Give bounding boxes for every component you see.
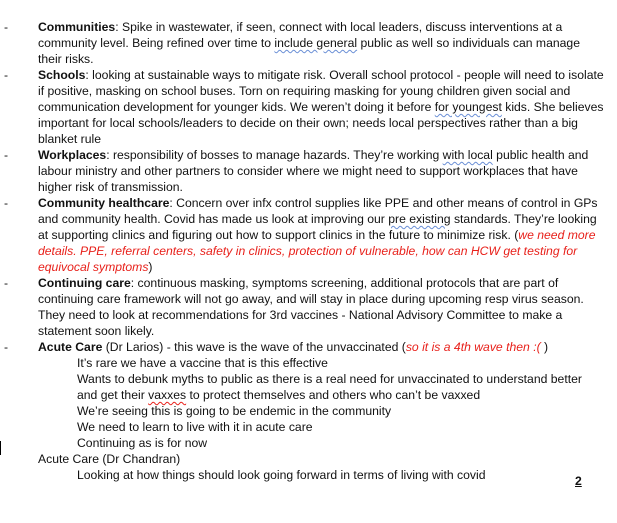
body-text: public health and labour ministry and other partners to consider where we might need to support workplaces that have higher risk of transmission. <box>38 148 589 194</box>
body-text: public as well so individuals can manage their risks. <box>38 36 580 66</box>
note-line <box>0 355 617 371</box>
acute-care-chandran-notes <box>0 467 617 483</box>
bullet-dash: - <box>4 20 9 34</box>
body-text: Looking at how things should look going forward in terms of living with covid <box>77 468 486 482</box>
body-text: We need to learn to live with it in acute care <box>77 420 313 434</box>
body-text: kids. She believes important for local schools/leaders to decide on their own; needs local perspectives rather than a big blanket rule <box>38 100 604 146</box>
bullet-list <box>0 19 617 355</box>
body-text: ) <box>148 260 153 274</box>
bullet-item <box>0 339 617 355</box>
note-line <box>0 435 617 451</box>
section-label: Schools <box>38 68 86 82</box>
bullet-item <box>0 195 617 275</box>
flagged-text: include general <box>274 36 358 50</box>
bullet-dash: - <box>4 68 9 82</box>
note-line <box>0 371 617 403</box>
body-text: (Dr Larios) - this wave is the wave of the unvaccinated ( <box>102 340 406 354</box>
body-text: We’re seeing this is going to be endemic in the community <box>77 404 392 418</box>
body-text: : Concern over infx control supplies like PPE and other means of control in GPs and community health. Covid has made us look at improving our <box>38 196 598 226</box>
section-label: Community healthcare <box>38 196 170 210</box>
section-label: Continuing care <box>38 276 131 290</box>
flagged-text: for youngest <box>434 100 502 114</box>
flagged-text: vaxxes <box>148 388 187 402</box>
acute-care-notes <box>0 355 617 451</box>
bullet-item <box>0 19 617 67</box>
body-text: to protect themselves and others who can’t be vaxxed <box>186 388 481 402</box>
annotation-text: we need more details. PPE, referral centers, safety in clinics, protection of vulnerable, how can HCW get testing for equivocal symptoms <box>38 228 596 274</box>
text-cursor <box>0 441 1 455</box>
body-text: Continuing as is for now <box>77 436 208 450</box>
bullet-item <box>0 67 617 147</box>
bullet-dash: - <box>4 340 9 354</box>
flagged-text: pre existing <box>388 212 451 226</box>
note-line <box>0 419 617 435</box>
bullet-item <box>0 275 617 339</box>
body-text: : continuous masking, symptoms screening, additional protocols that are part of continuing care framework will not go away, and will stay in place during upcoming resp virus season. They need to look at recommendations for 3rd vaccines - National Advisory Committee to make a statement soon likely. <box>38 276 584 338</box>
annotation-text: so it is a 4th wave then :( <box>405 340 541 354</box>
body-text: : looking at sustainable ways to mitigate risk. Overall school protocol - people will need to isolate if positive, masking on school buses. Torn on requiring masking for young children given social and communication development for younger kids. We weren’t doing it before <box>38 68 604 114</box>
bullet-dash: - <box>4 196 9 210</box>
note-line <box>0 467 617 483</box>
body-text: It’s rare we have a vaccine that is this effective <box>77 356 328 370</box>
body-text: : Spike in wastewater, if seen, connect with local leaders, discuss interventions at a community level. Being refined over time to <box>38 20 563 50</box>
body-text: ) <box>540 340 549 354</box>
body-text: : responsibility of bosses to manage hazards. They’re working <box>106 148 443 162</box>
body-text: Wants to debunk myths to public as there is a real need for unvaccinated to understand better and get their <box>77 372 582 402</box>
bullet-dash: - <box>4 148 9 162</box>
document-body <box>0 19 617 483</box>
bullet-dash: - <box>4 276 9 290</box>
flagged-text: with local <box>442 148 493 162</box>
acute-care-chandran-heading: Acute Care (Dr Chandran) <box>38 452 181 466</box>
body-text: standards. They’re looking at supporting clinics and figuring out how to support clinics in the future to minimize risk. ( <box>38 212 597 242</box>
section-label: Communities <box>38 20 116 34</box>
section-label: Workplaces <box>38 148 107 162</box>
section-label: Acute Care <box>38 340 103 354</box>
note-line <box>0 403 617 419</box>
bullet-item <box>0 147 617 195</box>
page-number: 2 <box>575 474 582 488</box>
